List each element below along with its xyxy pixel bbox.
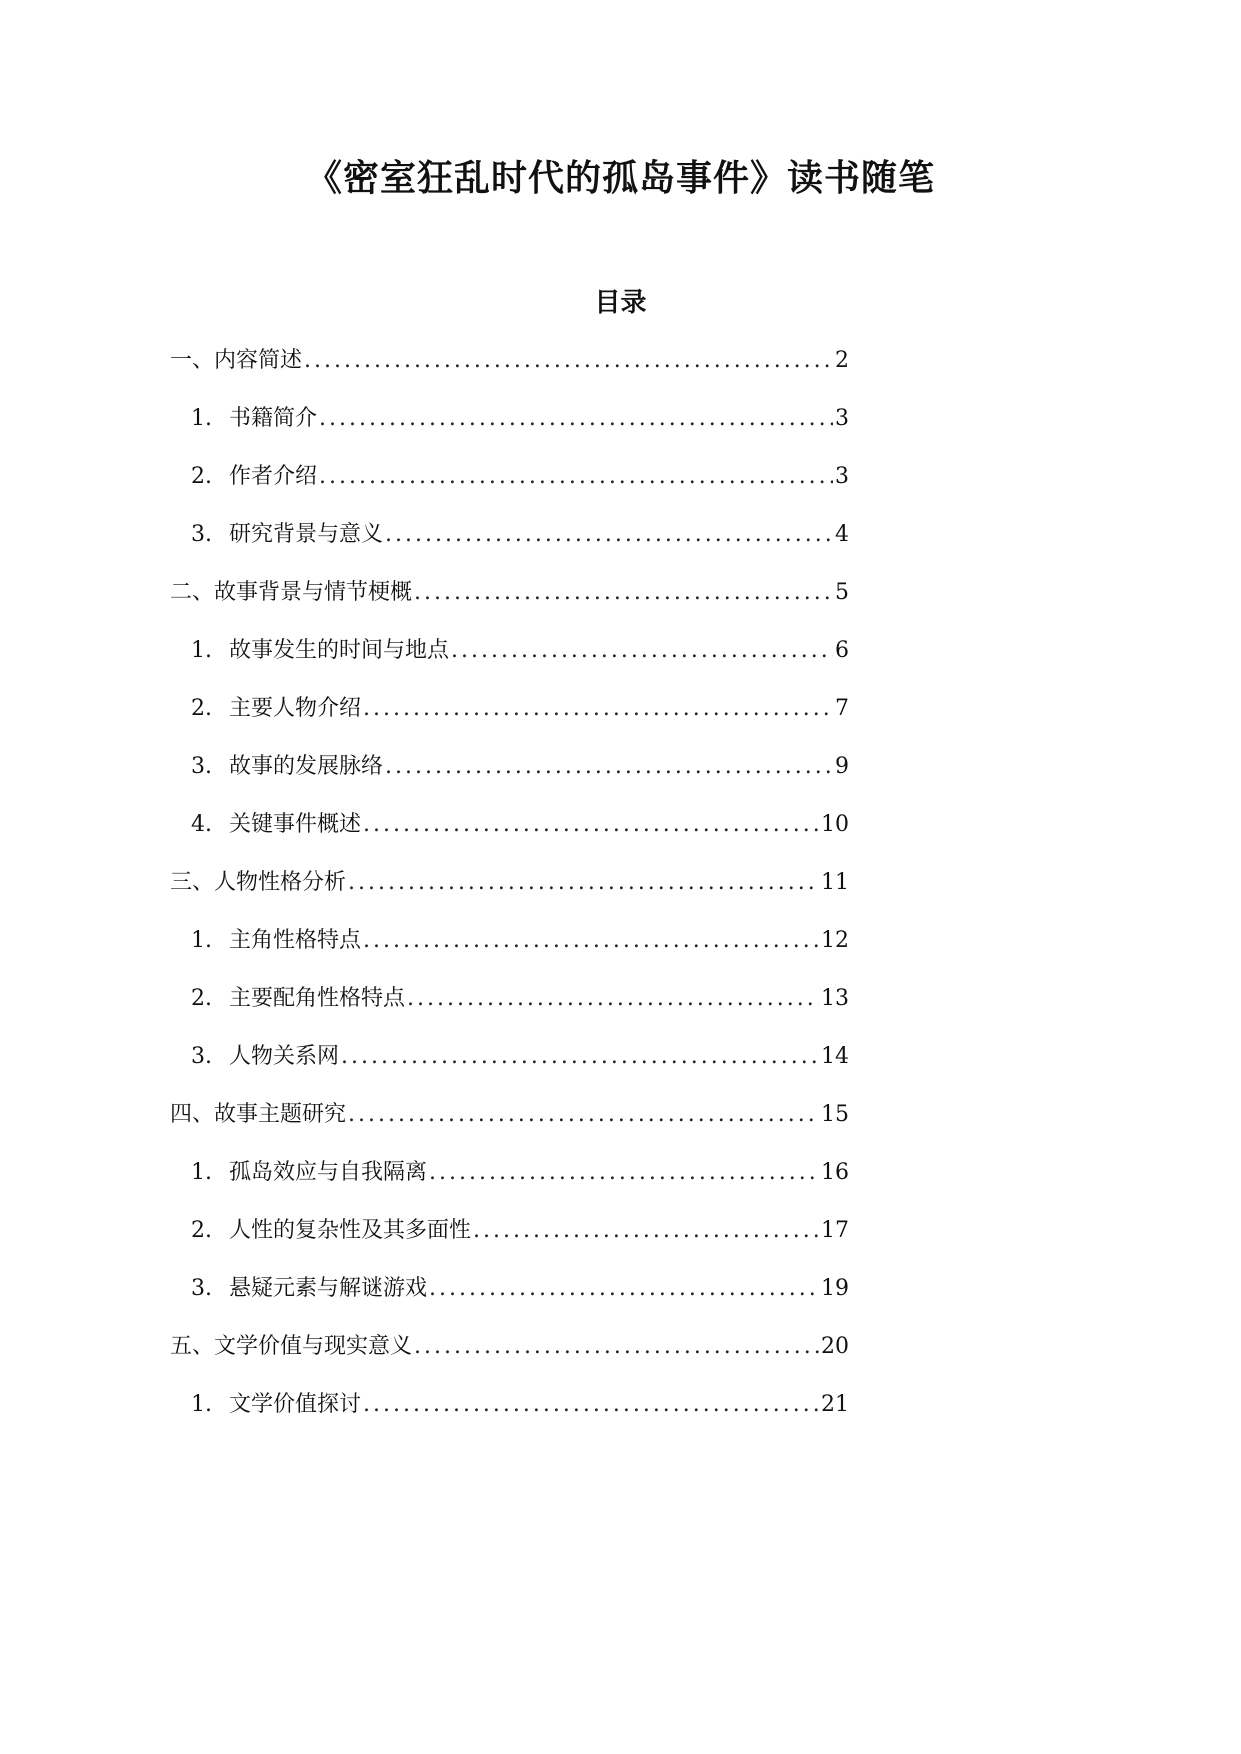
toc-entry-label: 五、文学价值与现实意义 <box>170 1334 413 1359</box>
toc-entry-number: 4. <box>191 812 212 837</box>
toc-dot-leader <box>363 926 819 956</box>
toc-section-entry[interactable] <box>191 752 849 782</box>
toc-dot-leader <box>348 1100 819 1130</box>
toc-entry-label: 人性的复杂性及其多面性 <box>229 1218 472 1243</box>
toc-entry-page-number: 20 <box>821 1334 849 1359</box>
toc-dot-leader <box>451 636 833 666</box>
toc-entry-page-number: 6 <box>835 638 849 663</box>
toc-entry-number: 1. <box>191 406 212 431</box>
toc-entry-page-number: 15 <box>821 1102 849 1127</box>
toc-section-entry[interactable] <box>191 984 849 1014</box>
toc-entry-page-number: 10 <box>821 812 849 837</box>
toc-entry-label: 书籍简介 <box>229 406 318 431</box>
toc-section-entry[interactable] <box>191 404 849 434</box>
toc-dot-leader <box>385 752 833 782</box>
toc-entry-page-number: 3 <box>835 464 849 489</box>
toc-section-entry[interactable] <box>191 1042 849 1072</box>
toc-entry-page-number: 17 <box>821 1218 849 1243</box>
toc-entry-number: 2. <box>191 986 212 1011</box>
toc-entry-number: 1. <box>191 638 212 663</box>
toc-entry-label: 关键事件概述 <box>229 812 362 837</box>
toc-entry-number: 3. <box>191 1276 212 1301</box>
toc-entry-number: 2. <box>191 1218 212 1243</box>
toc-entry-label: 四、故事主题研究 <box>170 1102 347 1127</box>
toc-entry-label: 主要配角性格特点 <box>229 986 406 1011</box>
toc-heading: 目录 <box>594 288 647 318</box>
toc-entry-page-number: 7 <box>835 696 849 721</box>
toc-section-entry[interactable] <box>191 1390 849 1420</box>
toc-dot-leader <box>363 694 833 724</box>
toc-dot-leader <box>385 520 833 550</box>
toc-entry-page-number: 21 <box>821 1392 849 1417</box>
toc-entry-label: 三、人物性格分析 <box>170 870 347 895</box>
toc-entry-label: 人物关系网 <box>229 1044 340 1069</box>
document-title: 《密室狂乱时代的孤岛事件》读书随笔 <box>305 158 935 199</box>
toc-dot-leader <box>473 1216 819 1246</box>
toc-chapter-entry[interactable] <box>170 578 849 608</box>
toc-entry-page-number: 14 <box>821 1044 849 1069</box>
toc-dot-leader <box>414 1332 819 1362</box>
toc-entry-page-number: 4 <box>835 522 849 547</box>
toc-entry-page-number: 9 <box>835 754 849 779</box>
toc-dot-leader <box>319 404 833 434</box>
toc-dot-leader <box>363 810 819 840</box>
toc-entry-number: 3. <box>191 522 212 547</box>
toc-section-entry[interactable] <box>191 1158 849 1188</box>
toc-section-entry[interactable] <box>191 462 849 492</box>
toc-dot-leader <box>341 1042 819 1072</box>
toc-entry-label: 作者介绍 <box>229 464 318 489</box>
toc-entry-page-number: 12 <box>821 928 849 953</box>
toc-section-entry[interactable] <box>191 636 849 666</box>
toc-entry-label: 主角性格特点 <box>229 928 362 953</box>
toc-entry-label: 故事的发展脉络 <box>229 754 384 779</box>
toc-chapter-entry[interactable] <box>170 868 849 898</box>
toc-entry-number: 1. <box>191 928 212 953</box>
toc-entry-page-number: 2 <box>835 348 849 373</box>
toc-entry-label: 孤岛效应与自我隔离 <box>229 1160 428 1185</box>
toc-dot-leader <box>304 346 833 376</box>
toc-dot-leader <box>407 984 819 1014</box>
toc-chapter-entry[interactable] <box>170 346 849 376</box>
toc-section-entry[interactable] <box>191 926 849 956</box>
toc-entry-label: 二、故事背景与情节梗概 <box>170 580 413 605</box>
toc-entry-label: 文学价值探讨 <box>229 1392 362 1417</box>
toc-entry-page-number: 19 <box>821 1276 849 1301</box>
toc-section-entry[interactable] <box>191 810 849 840</box>
toc-entry-number: 1. <box>191 1160 212 1185</box>
toc-entry-number: 1. <box>191 1392 212 1417</box>
toc-section-entry[interactable] <box>191 1216 849 1246</box>
toc-entry-label: 悬疑元素与解谜游戏 <box>229 1276 428 1301</box>
toc-entry-label: 故事发生的时间与地点 <box>229 638 450 663</box>
toc-dot-leader <box>429 1158 819 1188</box>
toc-entry-label: 主要人物介绍 <box>229 696 362 721</box>
toc-section-entry[interactable] <box>191 694 849 724</box>
toc-entry-label: 一、内容简述 <box>170 348 303 373</box>
toc-dot-leader <box>319 462 833 492</box>
toc-chapter-entry[interactable] <box>170 1100 849 1130</box>
toc-chapter-entry[interactable] <box>170 1332 849 1362</box>
toc-entry-page-number: 5 <box>835 580 849 605</box>
toc-entry-page-number: 3 <box>835 406 849 431</box>
toc-entry-number: 3. <box>191 1044 212 1069</box>
toc-entry-label: 研究背景与意义 <box>229 522 384 547</box>
toc-section-entry[interactable] <box>191 1274 849 1304</box>
toc-entry-number: 2. <box>191 696 212 721</box>
toc-entry-number: 3. <box>191 754 212 779</box>
toc-entry-page-number: 13 <box>821 986 849 1011</box>
toc-dot-leader <box>414 578 833 608</box>
toc-dot-leader <box>348 868 819 898</box>
toc-entry-page-number: 11 <box>821 870 849 895</box>
toc-dot-leader <box>429 1274 819 1304</box>
toc-entry-page-number: 16 <box>821 1160 849 1185</box>
toc-dot-leader <box>363 1390 819 1420</box>
toc-section-entry[interactable] <box>191 520 849 550</box>
toc-entry-number: 2. <box>191 464 212 489</box>
